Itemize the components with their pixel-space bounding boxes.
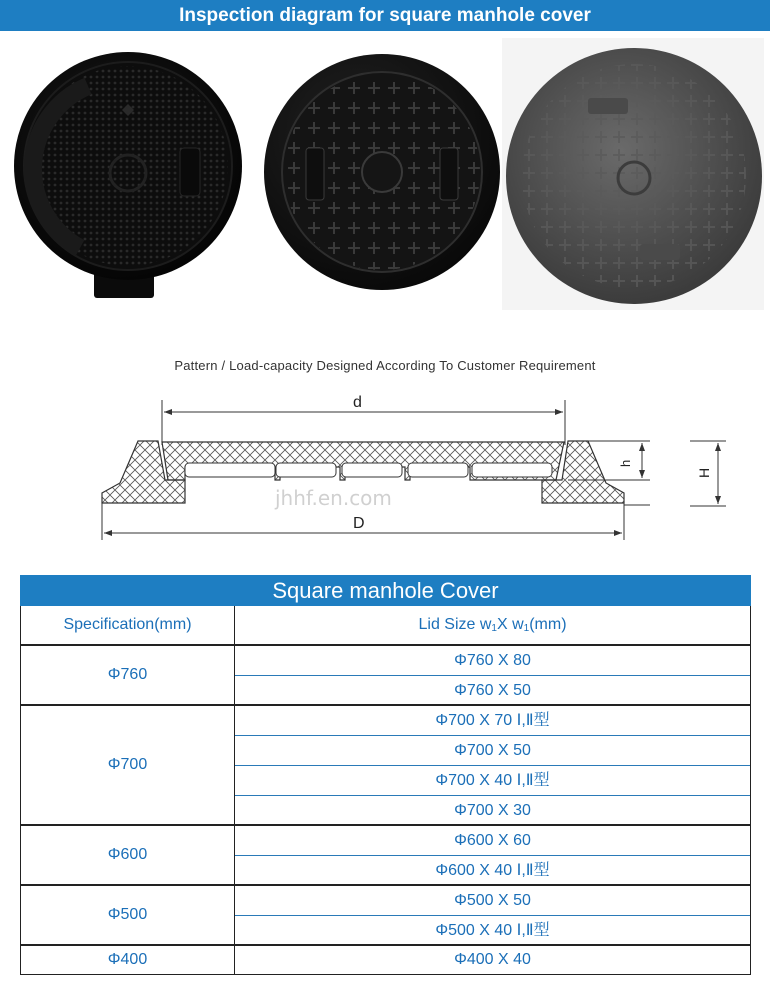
header-lid-size: Lid Size $w_1X$ $w_1(mm)$ [418, 616, 567, 634]
lid-size-cell: Φ760 X 80 [454, 652, 531, 669]
label-H: H [696, 467, 712, 478]
lid-size-cell: Φ700 X 30 [235, 795, 750, 826]
label-D: D [353, 515, 365, 532]
table-group [21, 946, 750, 974]
watermark: jhhf.en.com [275, 486, 392, 510]
label-d: d [353, 394, 362, 411]
height-dimension [690, 436, 730, 516]
lid-size-cell: Φ400 X 40 [454, 951, 531, 968]
lid-size-cell: Φ500 X 50 [454, 892, 531, 909]
lid-size-cell: Φ700 X 50 [235, 735, 750, 766]
label-h: h [618, 459, 633, 467]
cross-section-diagram [90, 385, 650, 545]
header-specification: Specification(mm) [21, 606, 235, 644]
spec-table [20, 606, 751, 975]
table-group [21, 826, 750, 886]
page-banner: Inspection diagram for square manhole cover [0, 0, 770, 31]
lid-size-cell: Φ500 X 40 Ⅰ,Ⅱ型 [235, 915, 750, 946]
spec-cell: Φ700 [21, 706, 235, 824]
spec-cell: Φ760 [21, 646, 235, 704]
spec-cell: Φ600 [21, 826, 235, 884]
spec-cell: Φ400 [21, 946, 235, 974]
manhole-cover-hinged-photo [10, 38, 246, 306]
manhole-cover-cross-pattern-photo [264, 38, 500, 306]
table-group [21, 646, 750, 706]
table-group [21, 706, 750, 826]
table-group [21, 886, 750, 946]
lid-size-cell: Φ600 X 60 [454, 832, 531, 849]
manhole-cover-grey-pattern-photo [502, 38, 764, 310]
spec-cell: Φ500 [21, 886, 235, 944]
lid-size-cell: Φ600 X 40 Ⅰ,Ⅱ型 [235, 855, 750, 886]
lid-size-cell: Φ760 X 50 [235, 675, 750, 706]
design-caption: Pattern / Load-capacity Designed According To Customer Requirement [174, 358, 596, 373]
lid-size-cell: Φ700 X 70 Ⅰ,Ⅱ型 [435, 712, 550, 729]
table-title: Square manhole Cover [20, 575, 751, 606]
table-header [21, 606, 750, 646]
lid-size-cell: Φ700 X 40 Ⅰ,Ⅱ型 [235, 765, 750, 796]
